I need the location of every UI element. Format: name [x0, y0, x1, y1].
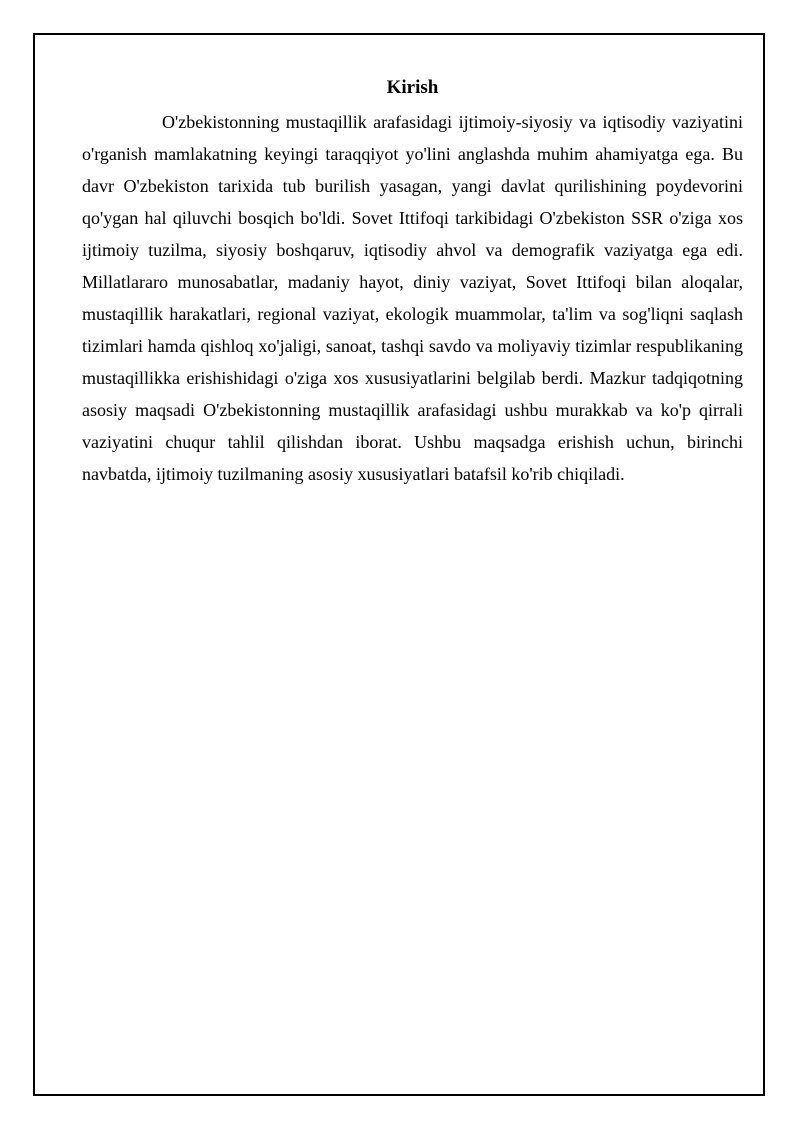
document-content — [82, 75, 743, 490]
body-paragraph: O'zbekistonning mustaqillik arafasidagi ijtimoiy-siyosiy va iqtisodiy vaziyatini o'rganish mamlakatning keyingi taraqqiyot yo'lini anglashda muhim ahamiyatga ega. Bu davr O'zbekiston tarixida tub burilish yasagan, yangi davlat qurilishining poydevorini qo'ygan hal qiluvchi bosqich bo'ldi. Sovet Ittifoqi tarkibidagi O'zbekiston SSR o'ziga xos ijtimoiy tuzilma, siyosiy boshqaruv, iqtisodiy ahvol va demografik vaziyatga ega edi. Millatlararo munosabatlar, madaniy hayot, diniy vaziyat, Sovet Ittifoqi bilan aloqalar, mustaqillik harakatlari, regional vaziyat, ekologik muammolar, ta'lim va sog'liqni saqlash tizimlari hamda qishloq xo'jaligi, sanoat, tashqi savdo va moliyaviy tizimlar respublikaning mustaqillikka erishishidagi o'ziga xos xususiyatlarini belgilab berdi. Mazkur tadqiqotning asosiy maqsadi O'zbekistonning mustaqillik arafasidagi ushbu murakkab va ko'p qirrali vaziyatini chuqur tahlil qilishdan iborat. Ushbu maqsadga erishish uchun, birinchi navbatda, ijtimoiy tuzilmaning asosiy xususiyatlari batafsil ko'rib chiqiladi. — [82, 112, 743, 484]
document-title: Kirish — [386, 77, 439, 98]
